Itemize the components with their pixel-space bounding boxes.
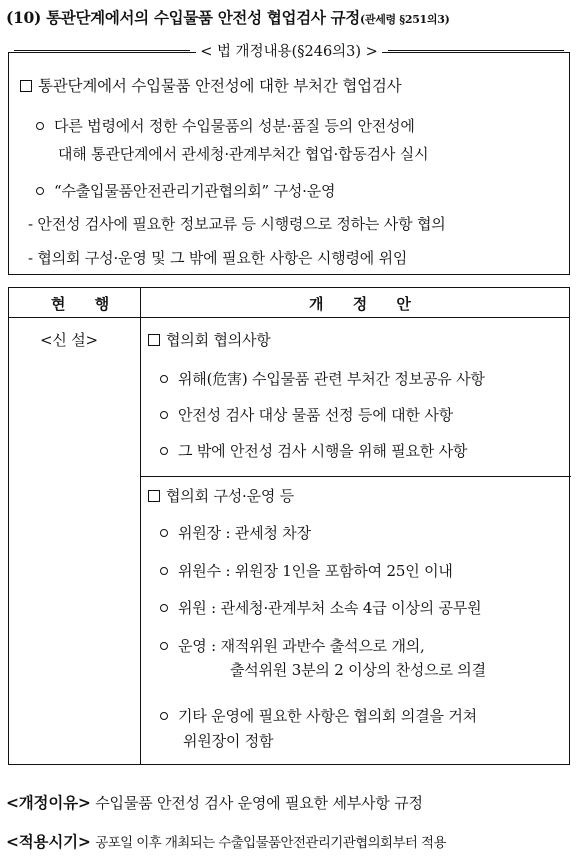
bullet-circle-icon [160, 567, 168, 575]
effective-text: 공포일 이후 개최되는 수출입물품안전관리기관협의회부터 적용 [95, 835, 446, 851]
header-current: 현 행 [51, 295, 122, 313]
bullet-circle-icon [160, 529, 168, 537]
bullet-circle-icon [160, 604, 168, 612]
section2-item-continuation: 위원장이 정함 [183, 732, 274, 750]
section1-item: 위해(危害) 수입물품 관련 부처간 정보공유 사항 [160, 368, 485, 389]
law-box-heading: 통관단계에서 수입물품 안전성에 대한 부처간 협업검사 [20, 74, 401, 96]
header-rule-left [14, 50, 190, 51]
section1-heading: 협의회 협의사항 [148, 329, 271, 350]
bullet-circle-icon [36, 187, 44, 195]
amendment-reason [6, 791, 423, 813]
law-box-header-label: < 법 개정내용(§246의3) > [196, 40, 382, 61]
checkbox-square-icon [148, 490, 160, 502]
bullet-circle-icon [160, 375, 168, 383]
section2-item: 위원장 : 관세청 차장 [160, 522, 311, 543]
law-item-2: “수출입물품안전관리기관협의회” 구성·운영 [36, 180, 335, 201]
section1-item: 안전성 검사 대상 물품 선정 등에 대한 사항 [160, 404, 453, 425]
section-title [6, 6, 576, 28]
section-separator [141, 476, 571, 477]
section2-item: 운영 : 재적위원 과반수 출석으로 개의, [160, 635, 425, 656]
bullet-circle-icon [160, 411, 168, 419]
reason-label: <개정이유> [6, 793, 91, 812]
section2-heading: 협의회 구성·운영 등 [148, 485, 294, 506]
title-text: (10) 통관단계에서의 수입물품 안전성 협업검사 규정 [6, 8, 360, 27]
column-divider [140, 288, 141, 764]
checkbox-square-icon [148, 334, 160, 346]
law-item-1-continuation: 대해 통관단계에서 관세청·관계부처간 협업·합동검사 실시 [58, 145, 429, 163]
bullet-circle-icon [160, 712, 168, 720]
law-item-1: 다른 법령에서 정한 수입물품의 성분·품질 등의 안전성에 [36, 115, 415, 136]
law-box-header [8, 40, 570, 61]
current-cell-new: <신 설> [40, 331, 98, 349]
header-proposed: 개 정 안 [309, 295, 423, 313]
title-reference: (관세령 §251의3) [359, 13, 450, 26]
section2-item-continuation: 출석위원 3분의 2 이상의 찬성으로 의결 [230, 661, 486, 679]
section1-item: 그 밖에 안전성 검사 시행을 위해 필요한 사항 [160, 440, 467, 461]
section2-item: 기타 운영에 필요한 사항은 협의회 의결을 거쳐 [160, 705, 477, 726]
effective-label: <적용시기> [6, 832, 91, 851]
effective-date [6, 830, 446, 852]
checkbox-square-icon [20, 80, 32, 92]
law-dash-item-2: - 협의회 구성·운영 및 그 밖에 필요한 사항은 시행령에 위임 [28, 249, 408, 267]
law-dash-item-1: - 안전성 검사에 필요한 정보교류 등 시행령으로 정하는 사항 협의 [28, 215, 446, 233]
bullet-circle-icon [160, 642, 168, 650]
bullet-circle-icon [36, 122, 44, 130]
section2-item: 위원수 : 위원장 1인을 포함하여 25인 이내 [160, 560, 453, 581]
bullet-circle-icon [160, 447, 168, 455]
reason-text: 수입물품 안전성 검사 운영에 필요한 세부사항 규정 [95, 794, 423, 812]
header-rule-right [388, 50, 564, 51]
section2-item: 위원 : 관세청·관계부처 소속 4급 이상의 공무원 [160, 597, 481, 618]
